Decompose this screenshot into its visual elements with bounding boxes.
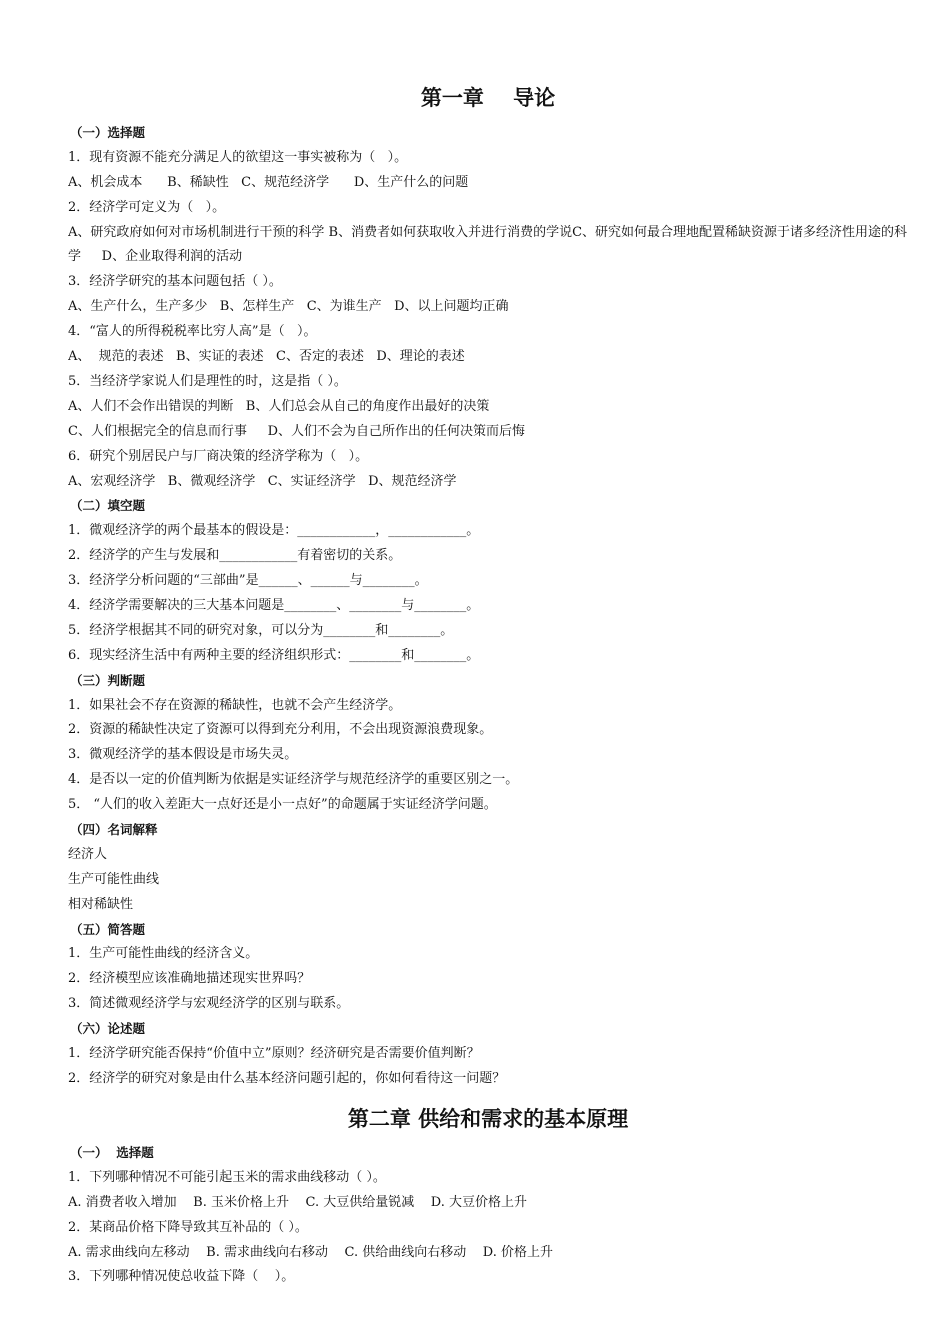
- section-heading: （五）简答题: [70, 921, 146, 937]
- section-heading: （四）名词解释: [70, 821, 158, 837]
- section-heading: （一）选择题: [70, 125, 146, 140]
- text-line: 3．下列哪种情况使总收益下降（ ）。: [68, 1269, 295, 1285]
- text-line: 2．经济学的研究对象是由什么基本经济问题引起的，你如何看待这一问题？: [68, 1070, 506, 1086]
- text-line: 3．简述微观经济学与宏观经济学的区别与联系。: [68, 996, 350, 1012]
- text-line: 5．经济学根据其不同的研究对象，可以分为________和________。: [68, 622, 454, 638]
- text-line: A. 需求曲线向左移动 B. 需求曲线向右移动 C. 供给曲线向右移动 D. 价格上升: [68, 1244, 554, 1260]
- text-line: 2．经济学的产生与发展和____________有着密切的关系。: [68, 548, 402, 564]
- section-heading: （二）填空题: [70, 498, 146, 514]
- text-line: 3．微观经济学的基本假设是市场失灵。: [68, 747, 298, 763]
- text-line: A、 规范的表述 B、实证的表述 C、否定的表述 D、理论的表述: [68, 349, 465, 365]
- text-line: 4．是否以一定的价值判断为依据是实证经济学与规范经济学的重要区别之一。: [68, 772, 519, 788]
- text-line: A、研究政府如何对市场机制进行干预的科学 B、消费者如何获取收入并进行消费的学说C、研究如何最合理地配置稀缺资源于诸多经济性用途的科学 D、企业取得利润的活动: [68, 224, 908, 265]
- text-line: 1．微观经济学的两个最基本的假设是：____________，____________。: [68, 523, 480, 539]
- text-line: 1．经济学研究能否保持“价值中立”原则？经济研究是否需要价值判断？: [68, 1045, 480, 1061]
- text-line: 3．经济学分析问题的“三部曲”是______、______与________。: [68, 573, 428, 589]
- text-line: 生产可能性曲线: [68, 871, 160, 887]
- text-line: 5．当经济学家说人们是理性的时，这是指（ ）。: [68, 373, 347, 389]
- section-heading: （三）判断题: [70, 672, 146, 688]
- chapter-1-body: [68, 121, 908, 1092]
- text-line: A、人们不会作出错误的判断 B、人们总会从自己的角度作出最好的决策: [68, 398, 490, 414]
- text-line: A、机会成本 B、稀缺性 C、规范经济学 D、生产什么的问题: [68, 174, 469, 190]
- text-line: 6．研究个别居民户与厂商决策的经济学称为（ ）。: [68, 448, 369, 464]
- text-line: C、人们根据完全的信息而行事 D、人们不会为自己所作出的任何决策而后悔: [68, 423, 526, 439]
- text-line: 1．现有资源不能充分满足人的欲望这一事实被称为（ ）。: [68, 149, 408, 165]
- text-line: 4．“富人的所得税税率比穷人高”是（ ）。: [68, 324, 317, 340]
- text-line: 1．生产可能性曲线的经济含义。: [68, 946, 259, 962]
- section-heading: （一） 选择题: [70, 1145, 154, 1160]
- text-line: 2．资源的稀缺性决定了资源可以得到充分利用，不会出现资源浪费现象。: [68, 722, 493, 738]
- text-line: 2．经济学可定义为（ ）。: [68, 199, 226, 215]
- text-line: A. 消费者收入增加 B. 玉米价格上升 C. 大豆供给量锐减 D. 大豆价格上升: [68, 1194, 528, 1210]
- section-heading: （六）论述题: [70, 1021, 146, 1037]
- chapter-2-title: 第二章 供给和需求的基本原理: [347, 1107, 629, 1131]
- text-line: 3．经济学研究的基本问题包括（ ）。: [68, 274, 282, 290]
- text-line: 经济人: [68, 846, 108, 862]
- text-line: 2．经济模型应该准确地描述现实世界吗？: [68, 971, 311, 987]
- text-line: 2．某商品价格下降导致其互补品的（ ）。: [68, 1219, 308, 1235]
- text-line: 1．下列哪种情况不可能引起玉米的需求曲线移动（ ）。: [68, 1169, 386, 1185]
- text-line: 5． “人们的收入差距大一点好还是小一点好”的命题属于实证经济学问题。: [68, 797, 497, 813]
- text-line: A、宏观经济学 B、微观经济学 C、实证经济学 D、规范经济学: [68, 473, 457, 489]
- text-line: 6．现实经济生活中有两种主要的经济组织形式：________和________。: [68, 647, 480, 663]
- text-line: 1．如果社会不存在资源的稀缺性，也就不会产生经济学。: [68, 697, 402, 713]
- text-line: A、生产什么，生产多少 B、怎样生产 C、为谁生产 D、以上问题均正确: [68, 299, 509, 315]
- chapter-1-title: 第一章 导论: [420, 86, 556, 110]
- chapter-2-body: [68, 1141, 908, 1290]
- text-line: 相对稀缺性: [68, 896, 134, 912]
- text-line: 4．经济学需要解决的三大基本问题是________、________与________。: [68, 597, 480, 613]
